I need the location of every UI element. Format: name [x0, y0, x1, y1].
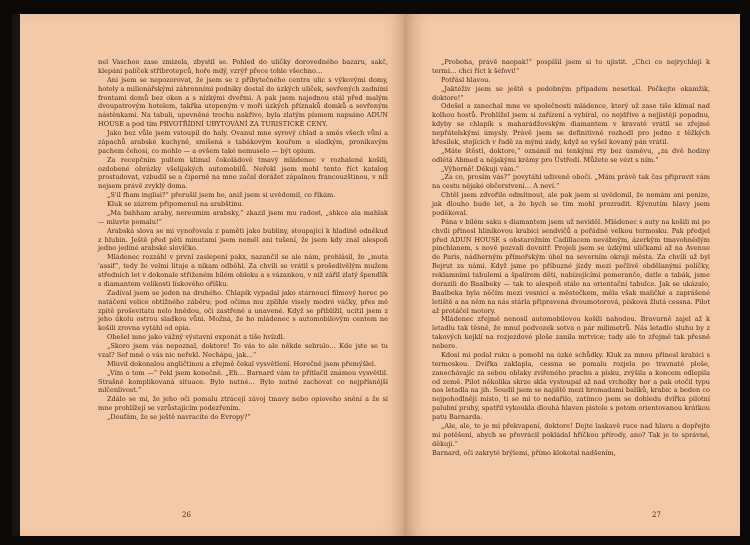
paragraph: Pána v bílém saku s diamantem jsem už neviděl. Mládenec s auty na košili mi po chvíli přinesl hliníkovou krabici sendvičů a pořádně velkou termosku. Pak předjel před ADUN HOUSE s obstarožním Cadillacem nevábným, ázerkým tmavohnědým pinchlanem, s nově pozvali dovnitř. Projeli jsem se úzkými uličkami až na Avenue de Paris, nádherným přímořským úhel na severním okraji města. Za chvíli už byl Bejrut za námi. Když jsme po příbuzné jízdy mezi pečlivě obdělanými políčky, reklamními tabulemi a špalírem děti, nabízejícími pomeranče, datle a tabák, jsme dorazili do Baalbeky — tak to alespoň stálo na orientační tabulce. Jak se ukázalo, Baalbeka byla něčím mezi vesnicí a městečkem, měla však maličké a zaprášené letiště a na něm na nás stárla připravená dvoumotorová, písková žlutá cessna. Pilot až protáčel motory. [432, 217, 710, 315]
paragraph: „S'il fham inglisi?“ přerušil jsem ho, aniž jsem si uvědomil, co říkám. [107, 191, 336, 200]
paragraph: „Vím o tom —“ řekl jsem konečně. „Eh… Barnard vám to přitlačil známou vysvětlil. Strašně komplikovaná situace. Bylo nutné… Bylo nutné zachovat co nejpřísnější mlčenlivost.“ [98, 368, 388, 395]
paragraph: nel Vaschoo zase zmizela, zbystil se. Pohled do uličky dorovedného bazaru, sakč, klepání palíček stříbrotepců, hoře mdý, vzrýř přece tohle všechno… [98, 58, 388, 75]
paragraph: Ani jsem se nepozorovat, že jsem se z příbytečného centra ulic s výkovými domy, hotely a milionářskými záhrenními podniky dostal do úzkých uliček, sevřených zadními frontami domů bez oken a s nízkými dveřmi. A pak jsem najednou stál před malým dvoupatrovým hotelem, takřka utopeným v moři úzkých příznaků domků a sevřeným nástěnkami. Na tabuli, upevněné trochu nakřivo, byla zlatým písmem napsáno ADUN HOUSE a pod tím PRVOTŘÍDNÍ UBYTOVÁNÍ ZA TURISTICKÉ CENY. [98, 75, 388, 129]
paragraph: „Ale, ale, to je mi překvapení, doktore! Dejte laskavě ruce nad hlavu a dopřejte mi potěšení, abych se převrácil pokládal hříčkou přírody, ano? Tak je to správné, děkuji.“ [432, 421, 710, 448]
left-page-text [98, 58, 388, 422]
open-book [12, 14, 740, 536]
paragraph: Kluk se zázrem připomenul na arabštinu. [107, 200, 244, 208]
paragraph: Potřásl hlavou. [441, 75, 491, 84]
paragraph: „Proboha, právě naopak!“ pospíšil jsem si to ujistit. „Chci co nejrychleji k termi… chci říct k šéfovi!“ [432, 58, 710, 75]
paragraph: „Skoro jsem vás nepoznal, doktore! To vás to ale někde sebralo… Kde jste se tu vzal? Sef mně o vás nic neřekl. Nechápu, jak…“ [98, 342, 388, 359]
paragraph: Obešel mne jako vážný výstavní exponát a tiše hvízdl. [107, 333, 285, 342]
paragraph: Arabská slova se mi vynořovala z paměti jako bubliny, stoupající k hladině odněkud z hlubin. Ještě před pěti minutami jsem neměl ani tušení, že jsem kdy znal alespoň jedno jediné arabské slovíčko. [98, 226, 388, 253]
paragraph: Mládenec zřejmě nenosil automobilovou košili nahodou. Bravurně zajel až k letadlu tak těsně, že mnul podvozek sotva o pár milimetrů. Nás letadlo sluhu by z takových kejklí na rozjezdové ploše zanila mrtvice; tady ale to zřejmě tak přesně nebere. [432, 315, 710, 350]
paragraph: Zdálo se mi, že jeho oči pomalu ztrácejí závoj tmavy nebo opioveho snění a že si mne prohlížejí se vzrůstajícím podezřením. [98, 395, 388, 413]
paragraph: Barnard, oči zakryté brýlemi, přímo klokotal nadšením, [432, 448, 616, 457]
paragraph: „Výborně! Děkuji vám.“ [441, 164, 520, 173]
paragraph: „Ma bahham araby, nereumim arabsky,“ zkazil jsem mu radost, „shkce ala mahlak — mluvte pomalu!“ [98, 208, 388, 226]
left-page [20, 14, 408, 536]
right-page [404, 14, 740, 536]
paragraph: Zadíval jsem se jeden na druhého. Chlapík vypadal jako stárnoucí filmový herec po natáčení velice obtížného záběru; pod očima mu zplihle visely modré váčky, přes mě zpitě proševitatu nelo hnědou, oči zastřené a unavené. Když se přiblížil, ucítil jsem z jeho úkolu ostrou sladkou vůni. Možná, že ho mládenec s automobilovým centem ne košili zrovna vytáhl od opia. [98, 288, 388, 333]
paragraph: „Máte štěstí, doktore,“ oznámil mi tenkými rty bez úsměvu, „za dvě hodiny odlétá Ahmed a nějakými krámy pro Ústředí. Můžete se vézt s ním.“ [432, 146, 710, 164]
paragraph: Kdosi mi podal ruku a pomohl na úzké schůdky. Kluk za mnou přinesl krabici s termoskou. Dvířka zaklapla, cessna se pomalu rozjela po travnaté ploše, zanechávajíc za sebou oblaky zvířeného prachu a písku, zvýšila a koncem odlepila od země. Pilot několika skrze skla vystoupal až nad vrcholky hor a pak otočil typu nos letadla na jih. Soudil jsem se najiště mezi hromadami balíků, krabic a beden co nejpohodlněji místo, ti se mi to nedařilo, zatímco jsem se dohledu dvířka pilotní palubní pruhy, spatřil vykoukla dlouhá hlaven pistole s potom orientovanou krátkou patu Barnarda. [432, 350, 710, 421]
paragraph: Odešel a zanechal mne ve společnosti mládence, který už zase tiše klimal nad kolhou hostů. Prohlížel jsem si zařízení a vybíral, co nejdříve a nejjistěji popadnu, kdyby se chlapík s maharádžovským diamantem v kravatě vrátil se zřejmě nepřátelskými úmysly. Právě jsem se definitivně rozhodl pro jedno z těžkých křesílek, stojících v řadě za mými zády, když se vyšel kovaný pán vrátil. [432, 102, 710, 146]
paragraph: „Jaktéživ jsem se ještě s podobným případem nesetkal. Počkejte okamžik, doktore!“ [432, 84, 710, 102]
page-number: 26 [182, 511, 191, 519]
paragraph: Chtěl jsem zdvořile odmítnout, ale pak jsem si uvědomil, že nemám ani peníze, jak dlouho bude let, a že bych se tím mohl prozradit. Kývnutím hlavy jsem poděkoval. [432, 191, 710, 217]
paragraph: Jako bez vůle jsem vstoupil do haly. Ovanul mne syrový chlad a směs všech vůní a zápachů arabské kuchyně, smíšená s tabákovým kouřem a sladkým, pronikavým pachem čehosi, co mohlo — a ovšem také nemuselo — být opium. [98, 129, 388, 155]
paragraph: Mládenec rozzáhl v první zaslepení pakx, nazančil se ale nám, prohlásil, že „muta 'assif“, tedy že velmi lituje a nikam odběhl. Za chvíli se vrátil s prošedivělým mužem středních let v dokonale střiženém bílém obleku a s vázankou, v níž zářil zlatý špendlík s diamantem velikosti lískového oříšku. [98, 253, 388, 288]
paragraph: Mluvil dokonalou angličtinou a zřejmě čekal vysvětlení. Horečně jsem přemýšlel. [107, 359, 377, 368]
paragraph: Za recepčním pultem klimal čokoládově tmavý mládenec v rozhalené košili, ozdobené obrázky všelijakých automobilů. Neřekl jsem mohl tento říct katalog prostudovat, vzbudil se a čiperně na mne začal dorážet zápalnou francouzštinou, v níž nejsem právě zvyklý doma. [98, 155, 388, 191]
paragraph: „Doufám, že se ještě navracíte do Evropy?“ [107, 413, 251, 421]
page-number: 27 [652, 511, 661, 519]
right-page-text [432, 58, 710, 457]
paragraph: „Za co, prosím vás?“ povytáhl udiveně obočí. „Mám právě tak čas připravit vám na cestu nějaké občerstvení… A neví.“ [432, 173, 710, 191]
